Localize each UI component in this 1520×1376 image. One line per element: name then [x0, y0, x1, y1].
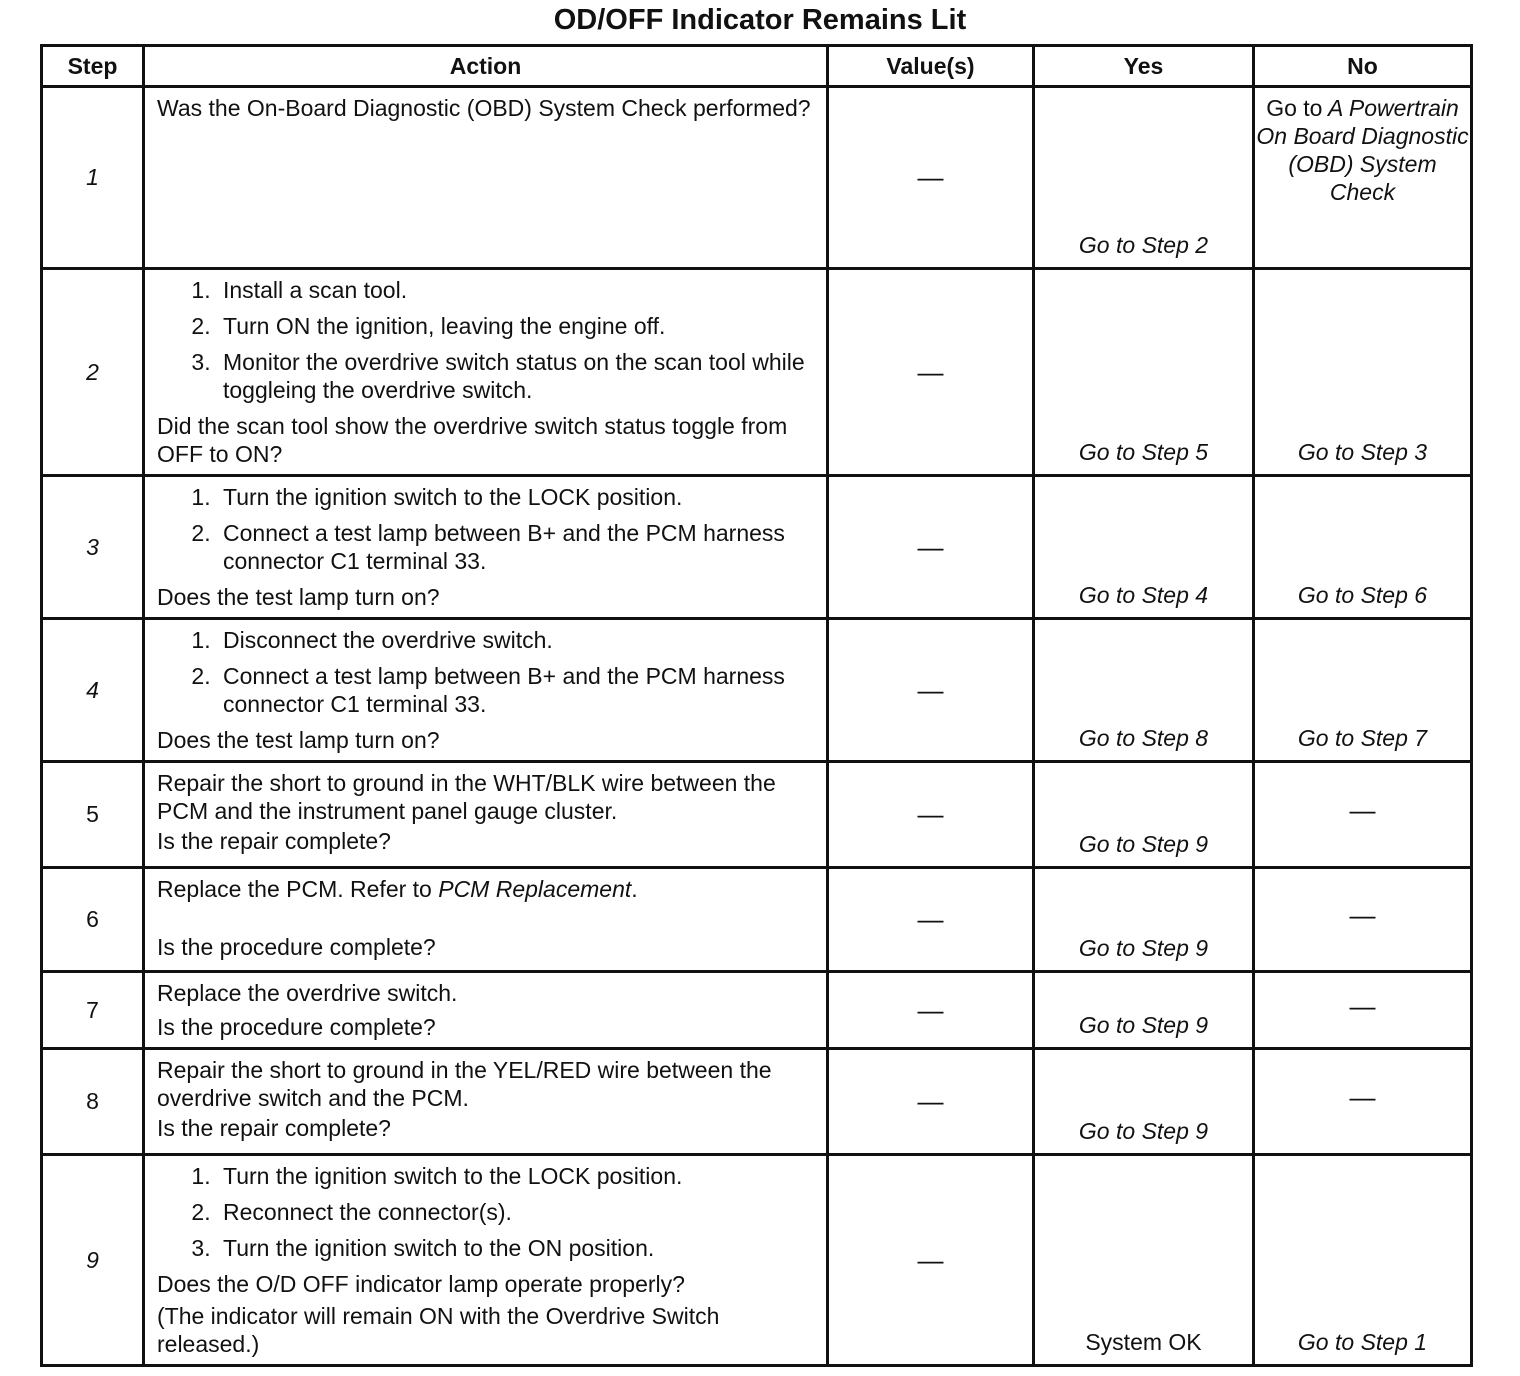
list-item: 1. Turn the ignition switch to the LOCK position. [217, 1162, 816, 1190]
step-number: 1 [42, 87, 144, 269]
action-cell [144, 87, 828, 269]
yes-cell: Go to Step 8 [1034, 619, 1254, 762]
action-text: Replace the overdrive switch. [157, 980, 458, 1006]
table-row [42, 762, 1472, 868]
value-cell: — [828, 972, 1034, 1049]
action-cell [144, 972, 828, 1049]
value-cell: — [828, 1155, 1034, 1366]
action-list [157, 483, 816, 575]
yes-cell: System OK [1034, 1155, 1254, 1366]
action-cell [144, 619, 828, 762]
action-text: Repair the short to ground in the WHT/BLK wire between the PCM and the instrument panel gauge cluster. [157, 770, 776, 824]
action-list [157, 626, 816, 718]
no-cell [1254, 87, 1472, 269]
value-cell: — [828, 619, 1034, 762]
action-list [157, 276, 816, 404]
value-cell: — [828, 1049, 1034, 1155]
yes-cell: Go to Step 9 [1034, 762, 1254, 868]
action-text [157, 875, 816, 903]
action-text: Repair the short to ground in the YEL/RED wire between the overdrive switch and the PCM. [157, 1057, 772, 1111]
action-note: (The indicator will remain ON with the Overdrive Switch released.) [157, 1303, 720, 1357]
header-step: Step [42, 46, 144, 87]
table-row [42, 619, 1472, 762]
no-cell: Go to Step 6 [1254, 476, 1472, 619]
step-number: 8 [42, 1049, 144, 1155]
action-question: Is the repair complete? [157, 828, 391, 854]
no-link: A Powertrain On Board Diagnostic (OBD) System Check [1256, 95, 1469, 205]
action-cell [144, 1155, 828, 1366]
yes-cell: Go to Step 9 [1034, 1049, 1254, 1155]
action-text-prefix: Replace the PCM. Refer to [157, 876, 432, 902]
list-item: 2. Reconnect the connector(s). [217, 1198, 816, 1226]
action-question: Is the procedure complete? [157, 1014, 436, 1040]
list-item: 1. Install a scan tool. [217, 276, 816, 304]
header-values: Value(s) [828, 46, 1034, 87]
action-cell [144, 269, 828, 476]
no-cell: — [1254, 1049, 1472, 1155]
value-cell: — [828, 762, 1034, 868]
list-item: 3. Monitor the overdrive switch status on the scan tool while toggleing the overdrive switch. [217, 348, 816, 404]
table-row [42, 972, 1472, 1049]
no-cell: Go to Step 1 [1254, 1155, 1472, 1366]
step-number: 7 [42, 972, 144, 1049]
action-cell [144, 762, 828, 868]
step-number: 9 [42, 1155, 144, 1366]
action-list [157, 1162, 816, 1262]
action-question: Does the O/D OFF indicator lamp operate properly? [157, 1271, 685, 1297]
list-item: 1. Disconnect the overdrive switch. [217, 626, 816, 654]
list-item: 3. Turn the ignition switch to the ON position. [217, 1234, 816, 1262]
table-row [42, 476, 1472, 619]
yes-cell: Go to Step 5 [1034, 269, 1254, 476]
header-row [42, 46, 1472, 87]
header-yes: Yes [1034, 46, 1254, 87]
step-number: 4 [42, 619, 144, 762]
no-cell: Go to Step 3 [1254, 269, 1472, 476]
value-cell: — [828, 868, 1034, 972]
header-action: Action [144, 46, 828, 87]
yes-cell: Go to Step 9 [1034, 868, 1254, 972]
action-question: Is the repair complete? [157, 1115, 391, 1141]
list-item: 2. Turn ON the ignition, leaving the engine off. [217, 312, 816, 340]
header-no: No [1254, 46, 1472, 87]
action-question: Does the test lamp turn on? [157, 584, 440, 610]
page-title: OD/OFF Indicator Remains Lit [553, 4, 967, 36]
table-row [42, 269, 1472, 476]
list-item: 2. Connect a test lamp between B+ and the PCM harness connector C1 terminal 33. [217, 519, 816, 575]
yes-cell: Go to Step 9 [1034, 972, 1254, 1049]
action-cell [144, 476, 828, 619]
no-prefix: Go to [1266, 95, 1323, 121]
step-number: 2 [42, 269, 144, 476]
value-cell: — [828, 476, 1034, 619]
table-row [42, 868, 1472, 972]
table-row [42, 1155, 1472, 1366]
value-cell: — [828, 87, 1034, 269]
table-row [42, 1049, 1472, 1155]
action-cell [144, 1049, 828, 1155]
step-number: 5 [42, 762, 144, 868]
action-question: Is the procedure complete? [157, 934, 436, 960]
action-question: Does the test lamp turn on? [157, 727, 440, 753]
yes-cell: Go to Step 4 [1034, 476, 1254, 619]
list-item: 2. Connect a test lamp between B+ and the PCM harness connector C1 terminal 33. [217, 662, 816, 718]
no-cell: Go to Step 7 [1254, 619, 1472, 762]
no-cell: — [1254, 868, 1472, 972]
action-text-suffix: . [631, 876, 638, 902]
step-number: 3 [42, 476, 144, 619]
diagnostic-table [40, 44, 1473, 1367]
yes-cell: Go to Step 2 [1034, 87, 1254, 269]
no-cell: — [1254, 762, 1472, 868]
list-item: 1. Turn the ignition switch to the LOCK position. [217, 483, 816, 511]
no-cell: — [1254, 972, 1472, 1049]
value-cell: — [828, 269, 1034, 476]
action-cell [144, 868, 828, 972]
table-row [42, 87, 1472, 269]
step-number: 6 [42, 868, 144, 972]
action-question: Did the scan tool show the overdrive switch status toggle from OFF to ON? [157, 413, 788, 467]
action-reference: PCM Replacement [438, 876, 632, 902]
action-text: Was the On-Board Diagnostic (OBD) System Check performed? [157, 95, 811, 121]
